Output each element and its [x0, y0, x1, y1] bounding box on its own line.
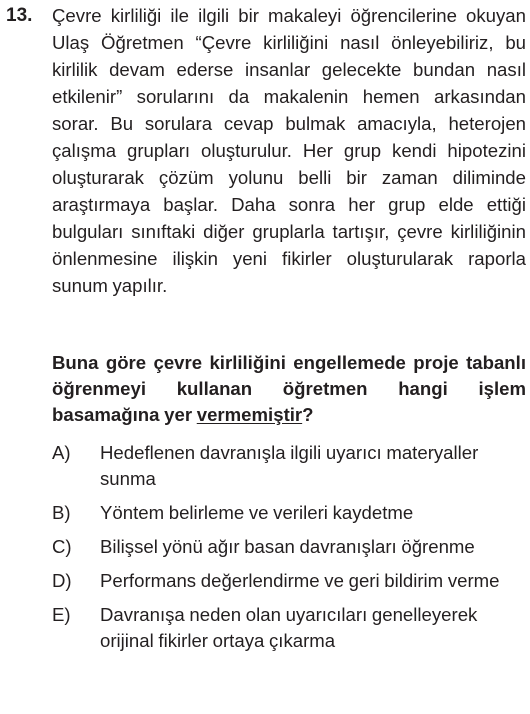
- option-letter: E): [52, 604, 71, 625]
- option-letter: A): [52, 442, 71, 463]
- option-a[interactable]: [52, 440, 526, 492]
- answer-options: [52, 440, 526, 662]
- question-prompt: [52, 350, 526, 428]
- option-text: Performans değerlendirme ve geri bildirim verme: [100, 570, 500, 591]
- prompt-text: Buna göre çevre kirliliğini engellemede proje tabanlı öğrenmeyi kullanan öğretmen hangi işlem basamağına yer: [52, 352, 526, 425]
- question-stem: Çevre kirliliği ile ilgili bir makaleyi öğrencilerine okuyan Ulaş Öğretmen “Çevre kirliliğini nasıl önleyebiliriz, bu kirlilik devam ederse insanlar gelecekte bundan nasıl etkilenir” sorularını da makalenin hemen arkasından sorar. Bu sorulara cevap bulmak amacıyla, heterojen çalışma grupları oluşturulur. Her grup kendi hipotezini oluşturarak çözüm yolunu belli bir zaman diliminde araştırmaya başlar. Daha sonra her grup elde ettiği bulguları sınıftaki diğer gruplarla tartışır, çevre kirliliğinin önlenmesine ilişkin yeni fikirler oluşturularak raporla sunum yapılır.: [52, 5, 526, 296]
- option-text: Bilişsel yönü ağır basan davranışları öğrenme: [100, 536, 475, 557]
- prompt-question-mark: ?: [302, 404, 314, 425]
- option-text: Yöntem belirleme ve verileri kaydetme: [100, 502, 414, 523]
- option-e[interactable]: [52, 602, 526, 654]
- option-text: Davranışa neden olan uyarıcıları genelleyerek orijinal fikirler ortaya çıkarma: [100, 604, 478, 651]
- option-b[interactable]: [52, 500, 526, 526]
- option-letter: C): [52, 536, 72, 557]
- prompt-underlined-word: vermemiştir: [196, 404, 303, 425]
- option-letter: B): [52, 502, 71, 523]
- option-d[interactable]: [52, 568, 526, 594]
- option-c[interactable]: [52, 534, 526, 560]
- question-number: 13.: [6, 5, 33, 26]
- option-letter: D): [52, 570, 72, 591]
- option-text: Hedeflenen davranışla ilgili uyarıcı materyaller sunma: [100, 442, 479, 489]
